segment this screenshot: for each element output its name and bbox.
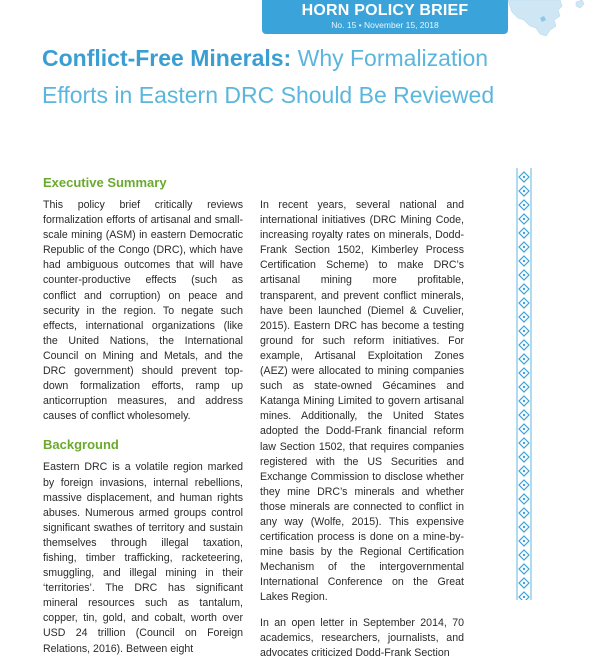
title-rest: Why Formalization Efforts in Eastern DRC Should Be Reviewed	[42, 45, 495, 108]
series-title: HORN POLICY BRIEF	[301, 2, 469, 19]
pattern-dot	[523, 344, 525, 346]
pattern-dot	[523, 330, 525, 332]
pattern-dot	[523, 456, 525, 458]
pattern-dot	[523, 386, 525, 388]
pattern-dot	[523, 232, 525, 234]
pattern-dot	[523, 428, 525, 430]
pattern-dot	[523, 512, 525, 514]
pattern-dot	[523, 526, 525, 528]
pattern-dot	[523, 176, 525, 178]
issue-info: No. 15 • November 15, 2018	[331, 20, 439, 30]
right-paragraph-1: In recent years, several national and international initiatives (DRC Mining Code, increasing royalty rates on minerals, Dodd-Frank Section 1502, Kimberley Process Certification Scheme) to make DRC’s artisanal mining more profitable, transparent, and prevent conflict minerals, have been launched (Diemel & Cuvelier, 2015). Eastern DRC has become a testing ground for such reform initiatives. For example, Artisanal Exploitation Zones (AEZ) were allocated to mining companies such as state-owned Gécamines and Katanga Mining Limited to govern artisanal mines. Additionally, the United States adopted the Dodd-Frank financial reform law Section 1502, that requires companies registered with the US Securities and Exchange Commission to disclose whether they mine DRC’s minerals and whether those minerals are connected to conflict in any way (Wolfe, 2015). This expensive certification process is done on a mine-by-mine basis by the Regional Certification Mechanism of the intergovernmental International Conference on the Great Lakes Region.	[260, 199, 464, 604]
pattern-dot	[523, 204, 525, 206]
pattern-dot	[523, 190, 525, 192]
africa-map-icon	[500, 0, 600, 40]
pattern-dot	[523, 568, 525, 570]
pattern-dot	[523, 596, 525, 598]
pattern-dot	[523, 260, 525, 262]
header-banner	[262, 0, 508, 34]
pattern-dot	[523, 358, 525, 360]
pattern-dot	[523, 302, 525, 304]
left-column	[43, 174, 243, 665]
page-title	[42, 40, 512, 114]
pattern-dot	[523, 470, 525, 472]
executive-summary-text: This policy brief critically reviews formalization efforts of artisanal and small-scale mining (ASM) in eastern Democratic Republic of the Congo (DRC), which have had ambiguous outcomes that will have counter-productive effects (such as conflict and corruption) on peace and security in the region. To negate such effects, international organizations (like the United Nations, the International Council on Mining and Metals, and the DRC government) should prevent top-down formalization efforts, ramp up anticorruption measures, and address causes of conflict wholesomely.	[43, 199, 243, 423]
pattern-dot	[523, 400, 525, 402]
pattern-dot	[523, 288, 525, 290]
pattern-dot	[523, 442, 525, 444]
title-bold: Conflict-Free Minerals:	[42, 45, 292, 71]
right-paragraph-2: In an open letter in September 2014, 70 academics, researchers, journalists, and advocates criticized Dodd-Frank Section	[260, 616, 464, 659]
pattern-dot	[523, 540, 525, 542]
decorative-pattern	[515, 168, 533, 600]
pattern-dot	[523, 372, 525, 374]
pattern-dot	[523, 554, 525, 556]
pattern-dot	[523, 246, 525, 248]
pattern-dot	[523, 498, 525, 500]
pattern-dot	[523, 582, 525, 584]
executive-summary-heading: Executive Summary	[43, 175, 167, 190]
pattern-dot	[523, 274, 525, 276]
pattern-dot	[523, 316, 525, 318]
pattern-dot	[523, 414, 525, 416]
background-heading: Background	[43, 437, 119, 453]
pattern-dot	[523, 218, 525, 220]
pattern-dot	[523, 484, 525, 486]
right-column	[260, 174, 464, 671]
background-text: Eastern DRC is a volatile region marked by foreign invasions, internal rebellions, massive displacement, and human rights abuses. Numerous armed groups control significant swathes of territory and sustain themselves through illegal taxation, fishing, timber trafficking, racketeering, smuggling, and illegal mining in their ‘territories’. The DRC has significant mineral resources such as tantalum, copper, tin, gold, and cobalt, worth over USD 24 trillion (Council on Foreign Relations, 2016). Between eight	[43, 461, 243, 655]
